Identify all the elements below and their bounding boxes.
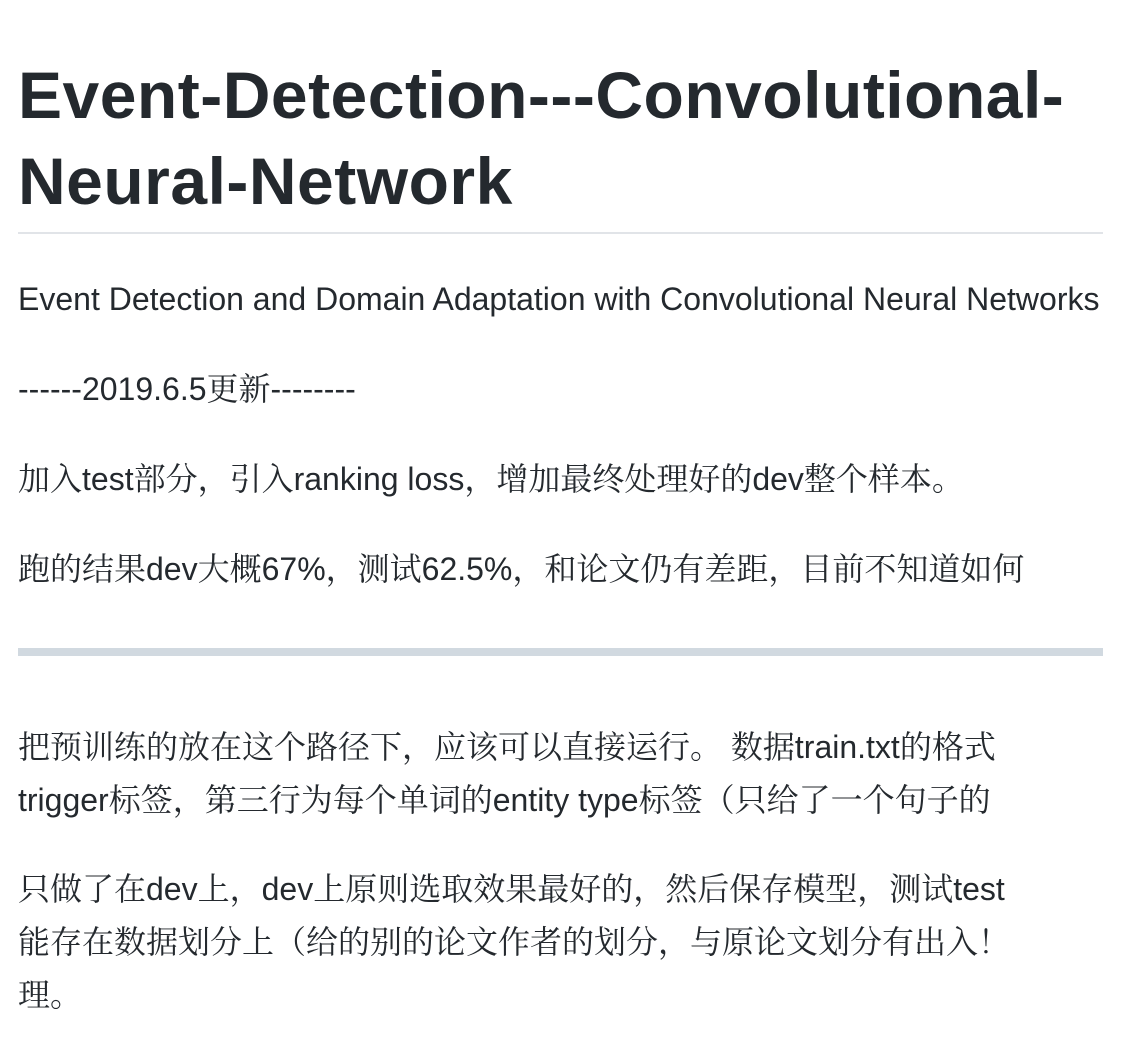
changes-paragraph: 加入test部分，引入ranking loss，增加最终处理好的dev整个样本。 <box>18 461 964 497</box>
page-title: Event-Detection---Convolutional-Neural-Network <box>18 0 1103 234</box>
note-paragraph <box>18 863 1103 1022</box>
note-line: 能存在数据划分上（给的别的论文作者的划分，与原论文划分有出入！ <box>18 924 1011 960</box>
note-line: 只做了在dev上，dev上原则选取效果最好的，然后保存模型，测试test <box>18 871 1005 907</box>
usage-line: 把预训练的放在这个路径下，应该可以直接运行。 数据train.txt的格式 <box>18 729 996 765</box>
usage-paragraph <box>18 721 1103 827</box>
note-line: 理。 <box>18 977 83 1013</box>
subtitle-paragraph: Event Detection and Domain Adaptation with Convolutional Neural Networks <box>18 281 1100 317</box>
usage-line: trigger标签，第三行为每个单词的entity type标签（只给了一个句子的 <box>18 782 991 818</box>
update-paragraph: ------2019.6.5更新-------- <box>18 371 356 407</box>
horizontal-rule <box>18 648 1103 656</box>
results-paragraph: 跑的结果dev大概67%，测试62.5%，和论文仍有差距，目前不知道如何 <box>18 551 1025 587</box>
